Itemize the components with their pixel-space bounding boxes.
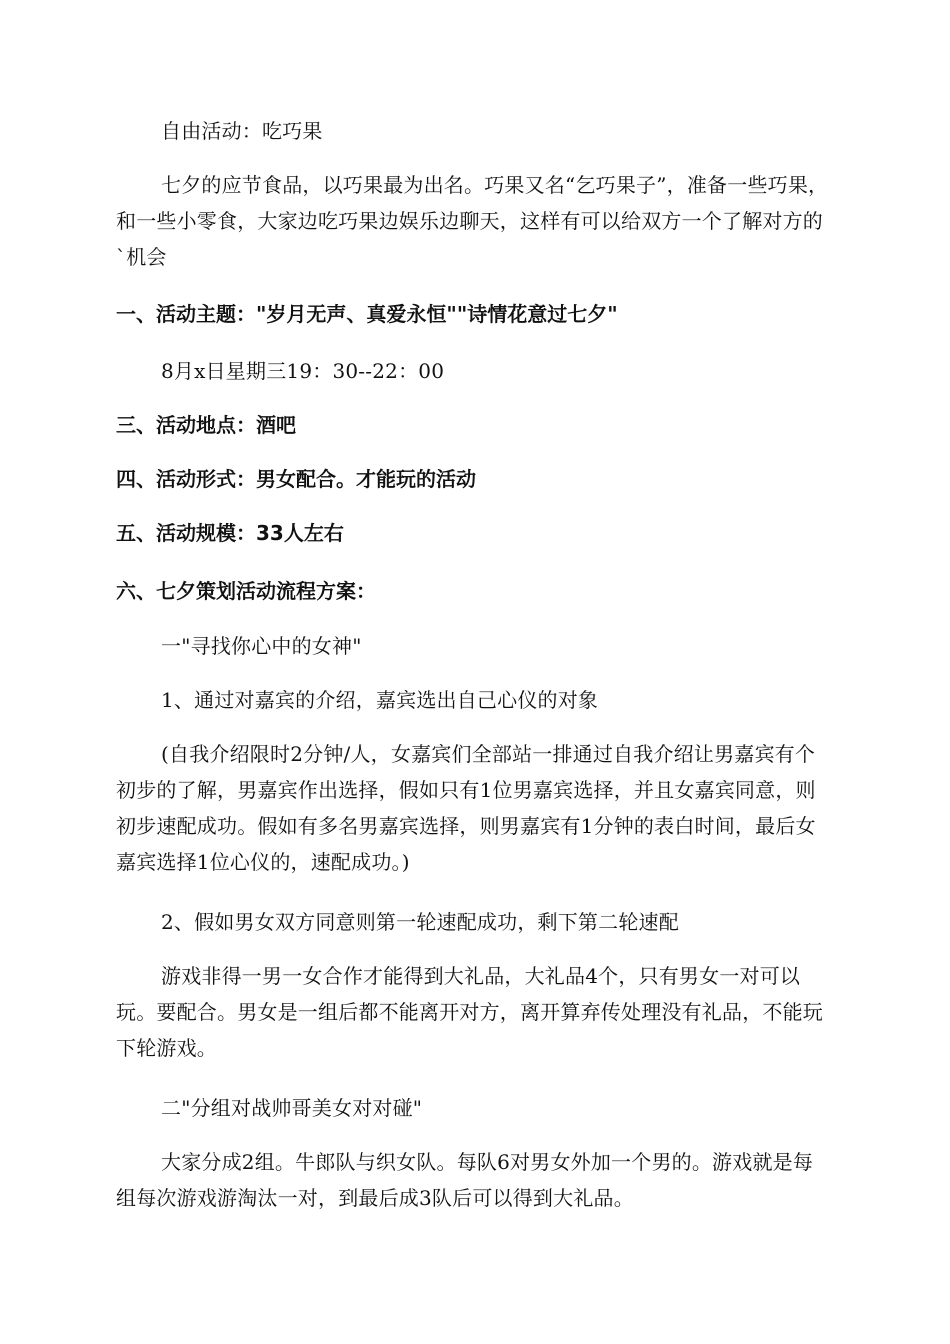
paragraph-free-activity: 自由活动：吃巧果 bbox=[161, 119, 323, 143]
paragraph-step1-detail: (自我介绍限时2分钟/人，女嘉宾们全部站一排通过自我介绍让男嘉宾有个初步的了解，男嘉宾作出选择，假如只有1位男嘉宾选择，并且女嘉宾同意，则初步速配成功。假如有多名男嘉宾选择，则男嘉宾有1分钟的表白时间，最后女嘉宾选择1位心仪的，速配成功。) bbox=[116, 742, 816, 874]
paragraph-game2-title: 二"分组对战帅哥美女对对碰" bbox=[161, 1096, 423, 1120]
paragraph-game2-detail: 大家分成2组。牛郎队与织女队。每队6对男女外加一个男的。游戏就是每组每次游戏游淘汰一对，到最后成3队后可以得到大礼品。 bbox=[116, 1150, 814, 1210]
paragraph-step2: 2、假如男女双方同意则第一轮速配成功，剩下第二轮速配 bbox=[161, 910, 679, 934]
heading-form: 四、活动形式：男女配合。才能玩的活动 bbox=[116, 467, 476, 491]
heading-process: 六、七夕策划活动流程方案： bbox=[116, 579, 376, 603]
paragraph-game1-title: 一"寻找你心中的女神" bbox=[161, 634, 362, 658]
paragraph-step2-detail: 游戏非得一男一女合作才能得到大礼品，大礼品4个，只有男女一对可以玩。要配合。男女是一组后都不能离开对方，离开算弃传处理没有礼品，不能玩下轮游戏。 bbox=[116, 964, 823, 1060]
heading-theme: 一、活动主题："岁月无声、真爱永恒""诗情花意过七夕" bbox=[116, 302, 618, 326]
heading-location: 三、活动地点：酒吧 bbox=[116, 413, 296, 437]
heading-scale: 五、活动规模：33人左右 bbox=[116, 521, 344, 545]
paragraph-qiaoguo: 七夕的应节食品，以巧果最为出名。巧果又名“乞巧果子”，准备一些巧果，和一些小零食，大家边吃巧果边娱乐边聊天，这样有可以给双方一个了解对方的`机会 bbox=[116, 173, 829, 269]
paragraph-step1: 1、通过对嘉宾的介绍，嘉宾选出自己心仪的对象 bbox=[161, 688, 599, 712]
paragraph-time: 8月x日星期三19：30--22：00 bbox=[161, 359, 445, 383]
